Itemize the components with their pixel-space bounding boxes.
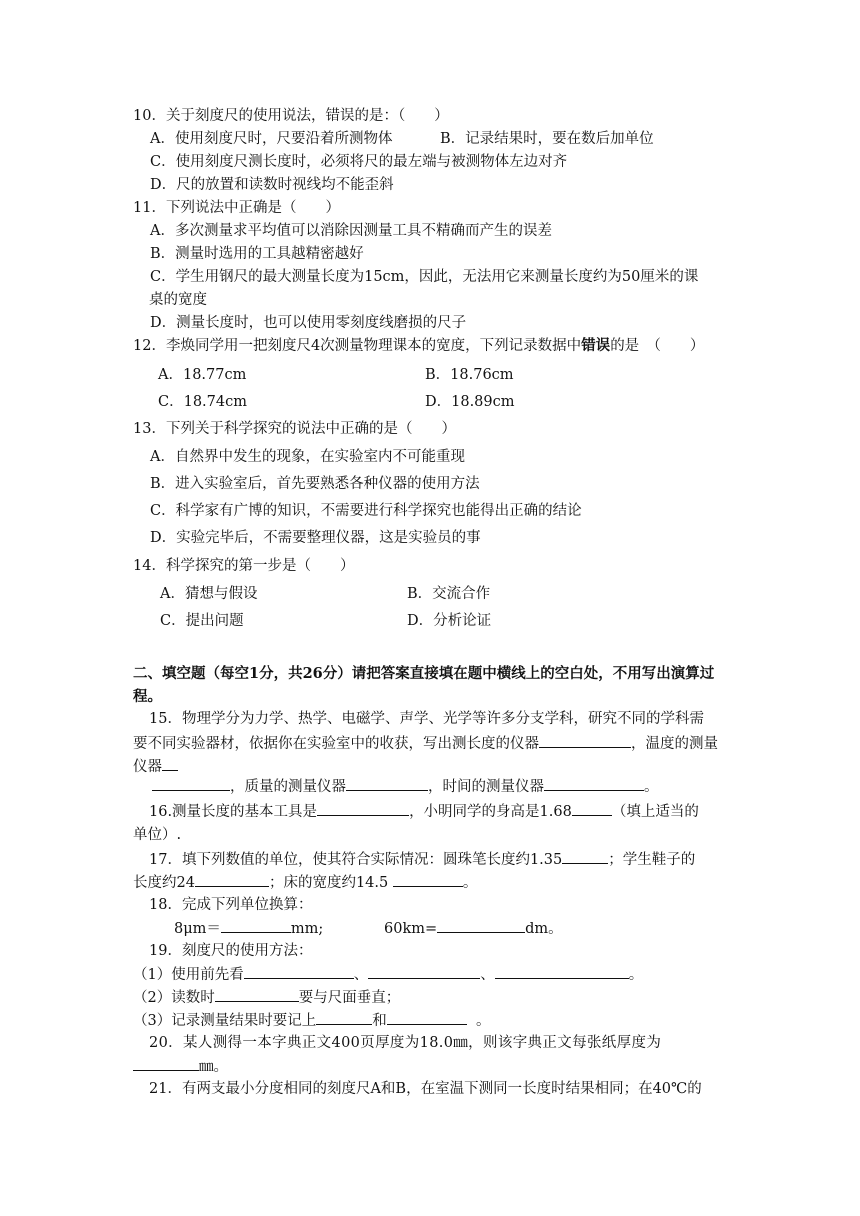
q15-line-4 [152,776,659,797]
q12-stem-text-b: 的是 （ ） [610,338,705,354]
q19-blank-4[interactable] [215,987,299,1002]
q14-option-c: C．提出问题 [160,613,244,629]
q18-conversion-a [174,918,323,939]
q12-option-c: C．18.74cm [158,394,247,410]
q19-stem: 19．刻度尺的使用方法： [149,943,313,959]
q15-line-3 [133,756,178,777]
q15-line-2 [133,733,718,754]
q18-b-blank[interactable] [437,918,525,933]
q15-line-3-text: 仪器 [133,759,162,775]
q11-stem: 11．下列说法中正确是（ ） [133,200,340,216]
q15-mass-instrument-blank[interactable] [346,776,428,791]
q19-blank-5[interactable] [316,1010,372,1025]
q13-stem: 13．下列关于科学探究的说法中正确的是（ ） [133,421,456,437]
q11-option-d: D．测量长度时，也可以使用零刻度线磨损的尺子 [150,315,467,331]
q18-stem: 18．完成下列单位换算： [149,897,313,913]
q19-sep-2: 、 [480,967,495,983]
q17-pen-unit-blank[interactable] [562,849,608,864]
q17-line-2 [133,872,477,893]
q12-option-a: A．18.77cm [158,367,247,383]
q18-conversion-b [384,918,563,939]
q19-step-3-end: 。 [475,1013,491,1029]
q16-line-1 [149,801,699,822]
q15-temperature-instrument-blank[interactable] [152,776,230,791]
q18-b-text: 60km= [384,921,438,937]
q13-option-a: A．自然界中发生的现象，在实验室内不可能重现 [150,449,465,465]
q16-line-2: 单位）. [133,827,182,843]
q15-line-4-text-a: ，质量的测量仪器 [230,779,346,795]
q10-option-a: A．使用刻度尺时，尺要沿着所测物体 [150,131,393,147]
q19-step-1-text: （1）使用前先看 [133,967,244,983]
q12-stem-emphasis: 错误 [581,337,611,354]
q17-text-b: ；学生鞋子的 [608,852,696,868]
q19-step-3-text-b: 和 [372,1013,387,1029]
q17-bed-unit-blank[interactable] [393,872,463,887]
q19-blank-3[interactable] [495,964,629,979]
q17-text-c: 长度约24 [133,875,195,891]
q11-option-a: A．多次测量求平均值可以消除因测量工具不精确而产生的误差 [150,223,552,239]
q17-text-e: 。 [462,875,478,891]
q19-step-1 [133,964,643,985]
q19-step-2-text-b: 要与尺面垂直； [298,990,401,1006]
q18-a-blank[interactable] [221,918,291,933]
q16-tool-blank[interactable] [317,801,409,816]
q11-option-c: C．学生用钢尺的最大测量长度为15cm，因此，无法用它来测量长度约为50厘米的课 [150,269,699,285]
q20-line-1: 20．某人测得一本字典正文400页厚度为18.0㎜，则该字典正文每张纸厚度为 [149,1035,662,1051]
q19-step-2-text-a: （2）读数时 [133,990,215,1006]
q14-option-d: D．分析论证 [407,613,492,629]
section-2-heading: 二、填空题（每空1分，共26分）请把答案直接填在题中横线上的空白处，不用写出演算过程。 [133,665,715,705]
q10-option-c: C．使用刻度尺测长度时，必须将尺的最左端与被测物体左边对齐 [150,154,568,170]
q12-option-d: D．18.89cm [425,394,515,410]
q18-a-text: 8μm＝ [174,921,221,937]
q19-sep-1: 、 [353,967,369,983]
q12-stem-text-a: 12．李焕同学用一把刻度尺4次测量物理课本的宽度，下列记录数据中 [133,338,582,354]
q19-blank-2[interactable] [368,964,480,979]
q14-stem: 14．科学探究的第一步是（ ） [133,558,355,574]
q19-blank-1[interactable] [244,964,354,979]
q19-step-3-text-a: （3）记录测量结果时要记上 [133,1013,317,1029]
q17-text-d: ；床的宽度约14.5 [268,875,393,891]
q19-step-3 [133,1010,490,1031]
q19-blank-6[interactable] [387,1010,467,1025]
q15-temperature-blank-start[interactable] [162,756,178,771]
q15-length-instrument-blank[interactable] [539,733,631,748]
q15-time-instrument-blank[interactable] [544,776,644,791]
q10-option-b: B．记录结果时，要在数后加单位 [440,131,654,147]
q19-step-2 [133,987,400,1008]
q15-line-2-text-b: ，温度的测量 [631,736,718,752]
q18-b-unit: dm。 [525,921,563,937]
q17-shoe-unit-blank[interactable] [195,872,269,887]
q20-thickness-blank[interactable] [133,1056,199,1071]
q11-option-c-continued: 桌的宽度 [149,292,207,308]
q11-option-b: B．测量时选用的工具越精密越好 [150,246,364,262]
q18-a-unit: mm; [290,921,324,937]
q19-step-1-end: 。 [628,967,644,983]
q12-stem [133,336,704,356]
q16-text-a: 16.测量长度的基本工具是 [149,804,318,820]
q10-stem: 10．关于刻度尺的使用说法，错误的是：（ ） [133,108,449,124]
q16-text-c: （填上适当的 [611,804,699,820]
q17-text-a: 17．填下列数值的单位，使其符合实际情况：圆珠笔长度约1.35 [149,852,563,868]
q13-option-b: B．进入实验室后，首先要熟悉各种仪器的使用方法 [150,476,480,492]
q15-line-2-text: 要不同实验器材，依据你在实验室中的收获，写出测长度的仪器 [133,736,539,752]
q20-line-2 [133,1056,228,1077]
q16-unit-blank[interactable] [572,801,612,816]
q14-option-a: A．猜想与假设 [160,586,258,602]
q17-line-1 [149,849,695,870]
q20-unit: ㎜。 [199,1059,228,1075]
q13-option-c: C．科学家有广博的知识，不需要进行科学探究也能得出正确的结论 [150,503,582,519]
q16-text-b: ，小明同学的身高是1.68 [409,804,572,820]
q13-option-d: D．实验完毕后，不需要整理仪器，这是实验员的事 [150,530,481,546]
q14-option-b: B．交流合作 [407,586,491,602]
q21-line-1: 21．有两支最小分度相同的刻度尺A和B，在室温下测同一长度时结果相同；在40℃的 [149,1081,702,1097]
q15-line-1: 15．物理学分为力学、热学、电磁学、声学、光学等许多分支学科，研究不同的学科需 [149,711,704,727]
q15-line-4-text-b: ，时间的测量仪器 [428,779,544,795]
q12-option-b: B．18.76cm [425,367,514,383]
q10-option-d: D．尺的放置和读数时视线均不能歪斜 [150,177,394,193]
q15-line-4-end: 。 [644,779,659,795]
